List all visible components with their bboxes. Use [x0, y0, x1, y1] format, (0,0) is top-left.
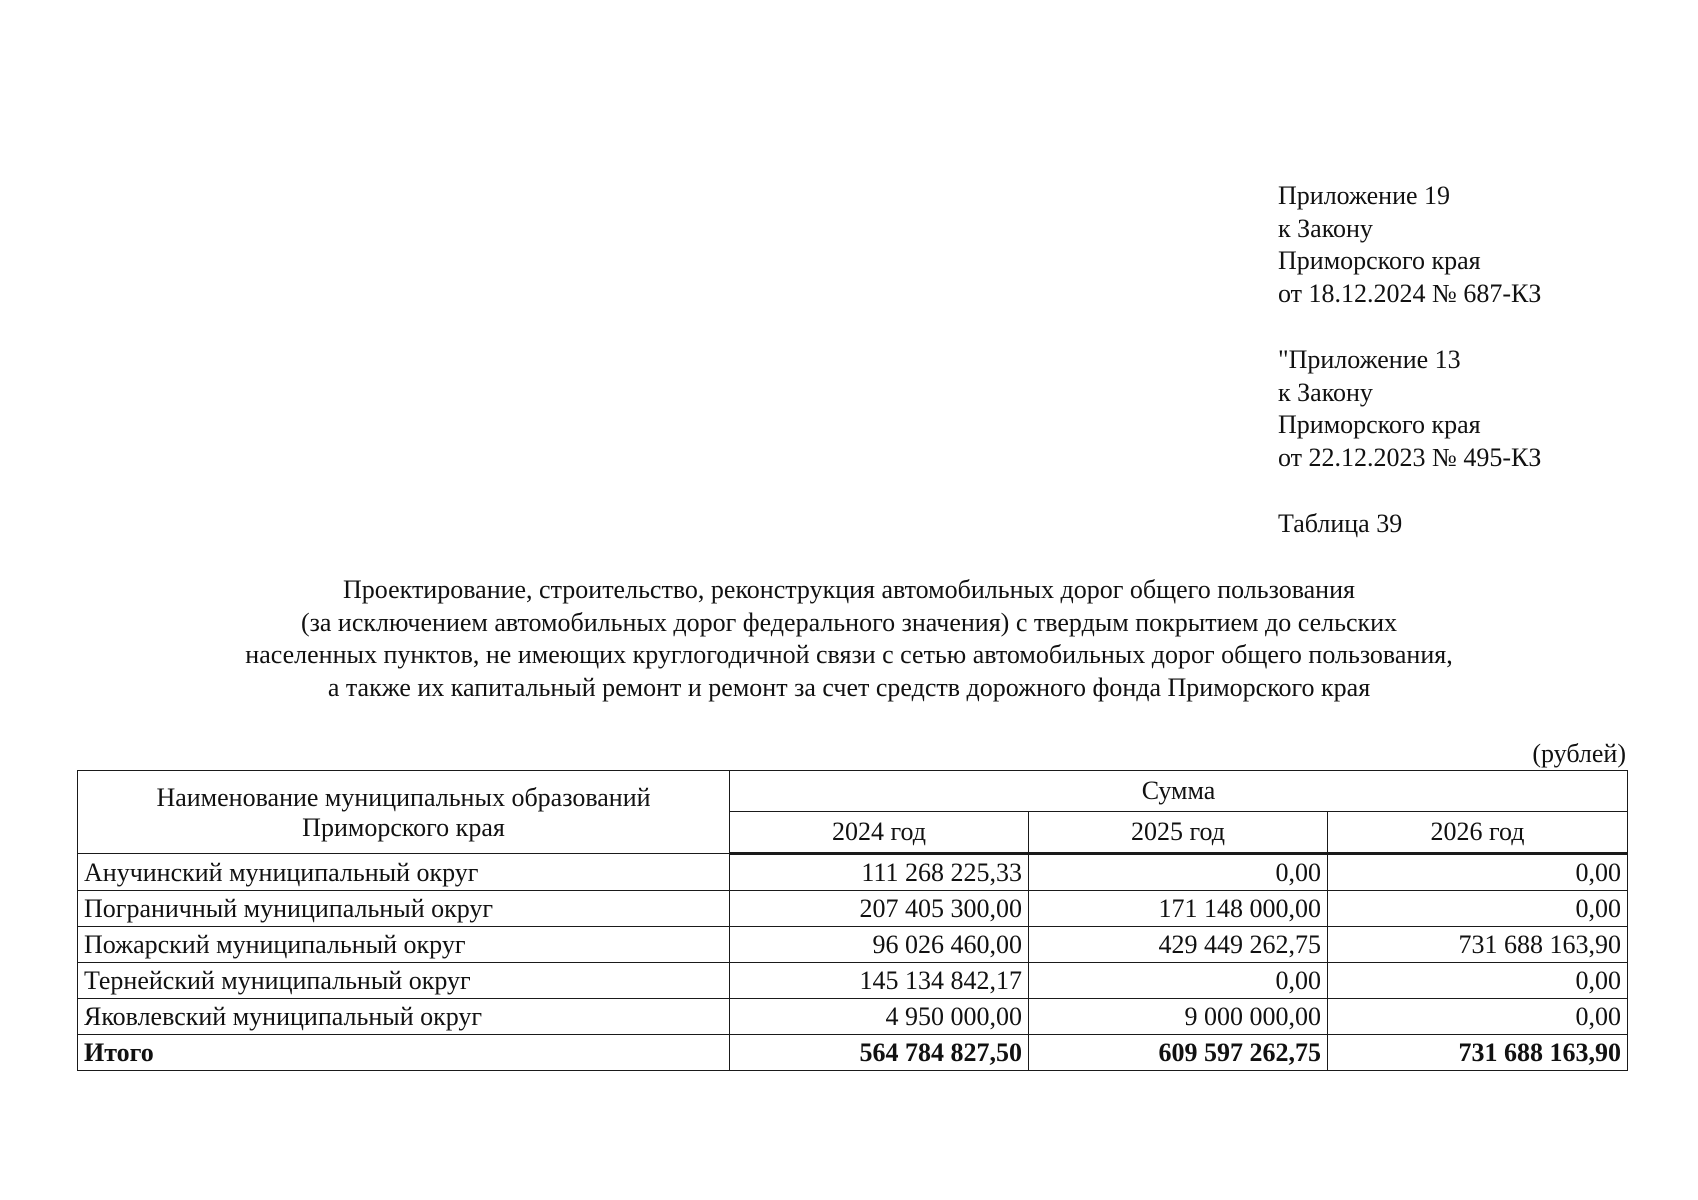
total-value-2026: 731 688 163,90: [1328, 1035, 1628, 1071]
header-year-2024: 2024 год: [730, 812, 1029, 854]
row-value-2026: 731 688 163,90: [1328, 927, 1628, 963]
row-value-2026: 0,00: [1328, 999, 1628, 1035]
row-name: Анучинский муниципальный округ: [78, 854, 730, 891]
row-value-2025: 9 000 000,00: [1029, 999, 1328, 1035]
units-label: (рублей): [1532, 739, 1626, 768]
header-year-2026: 2026 год: [1328, 812, 1628, 854]
row-value-2025: 0,00: [1029, 963, 1328, 999]
table-row: [78, 927, 1628, 963]
appendix-amended-line-4: от 22.12.2023 № 495-КЗ: [1278, 442, 1542, 472]
total-value-2024: 564 784 827,50: [730, 1035, 1029, 1071]
row-value-2024: 207 405 300,00: [730, 891, 1029, 927]
header-year-2025: 2025 год: [1029, 812, 1328, 854]
row-value-2025: 0,00: [1029, 854, 1328, 891]
total-label: Итого: [78, 1035, 730, 1071]
appendix-current-line-4: от 18.12.2024 № 687-КЗ: [1278, 278, 1542, 308]
appendix-amended-line-2: к Закону: [1278, 377, 1373, 407]
title-line-1: Проектирование, строительство, реконструкция автомобильных дорог общего пользования: [343, 575, 1355, 604]
row-value-2024: 111 268 225,33: [730, 854, 1029, 891]
total-value-2025: 609 597 262,75: [1029, 1035, 1328, 1071]
row-value-2024: 145 134 842,17: [730, 963, 1029, 999]
table-row: [78, 854, 1628, 891]
header-municipality: [78, 771, 730, 854]
title-line-4: а также их капитальный ремонт и ремонт за счет средств дорожного фонда Приморского края: [327, 672, 1371, 702]
header-municipality-line-1: Наименование муниципальных образований: [156, 783, 651, 812]
row-value-2026: 0,00: [1328, 891, 1628, 927]
row-value-2026: 0,00: [1328, 963, 1628, 999]
appendix-current-line-1: Приложение 19: [1278, 181, 1451, 210]
row-value-2025: 171 148 000,00: [1029, 891, 1328, 927]
appendix-amended-line-3: Приморского края: [1278, 410, 1481, 439]
row-name: Яковлевский муниципальный округ: [78, 999, 730, 1035]
appendix-gap: [1278, 310, 1541, 344]
table-row: [78, 963, 1628, 999]
appendix-block: [1278, 180, 1541, 474]
appendix-current-line-3: Приморского края: [1278, 246, 1481, 275]
table-total-row: [78, 1035, 1628, 1071]
budget-table: [77, 770, 1628, 1071]
table-number: Таблица 39: [1278, 509, 1403, 538]
row-name: Пожарский муниципальный округ: [78, 927, 730, 963]
title-line-2: (за исключением автомобильных дорог федерального значения) с твердым покрытием до сельских: [300, 607, 1398, 637]
row-value-2024: 4 950 000,00: [730, 999, 1029, 1035]
row-name: Тернейский муниципальный округ: [78, 963, 730, 999]
appendix-current-line-2: к Закону: [1278, 213, 1373, 243]
row-value-2024: 96 026 460,00: [730, 927, 1029, 963]
row-name: Пограничный муниципальный округ: [78, 891, 730, 927]
appendix-amended-line-1: "Приложение 13: [1278, 345, 1461, 374]
table-row: [78, 891, 1628, 927]
header-municipality-line-2: Приморского края: [302, 813, 505, 842]
title-line-3: населенных пунктов, не имеющих круглогодичной связи с сетью автомобильных дорог общего пользования,: [245, 640, 1453, 669]
table-row: [78, 999, 1628, 1035]
document-title: [0, 574, 1698, 704]
row-value-2025: 429 449 262,75: [1029, 927, 1328, 963]
row-value-2026: 0,00: [1328, 854, 1628, 891]
header-sum: Сумма: [730, 771, 1628, 812]
